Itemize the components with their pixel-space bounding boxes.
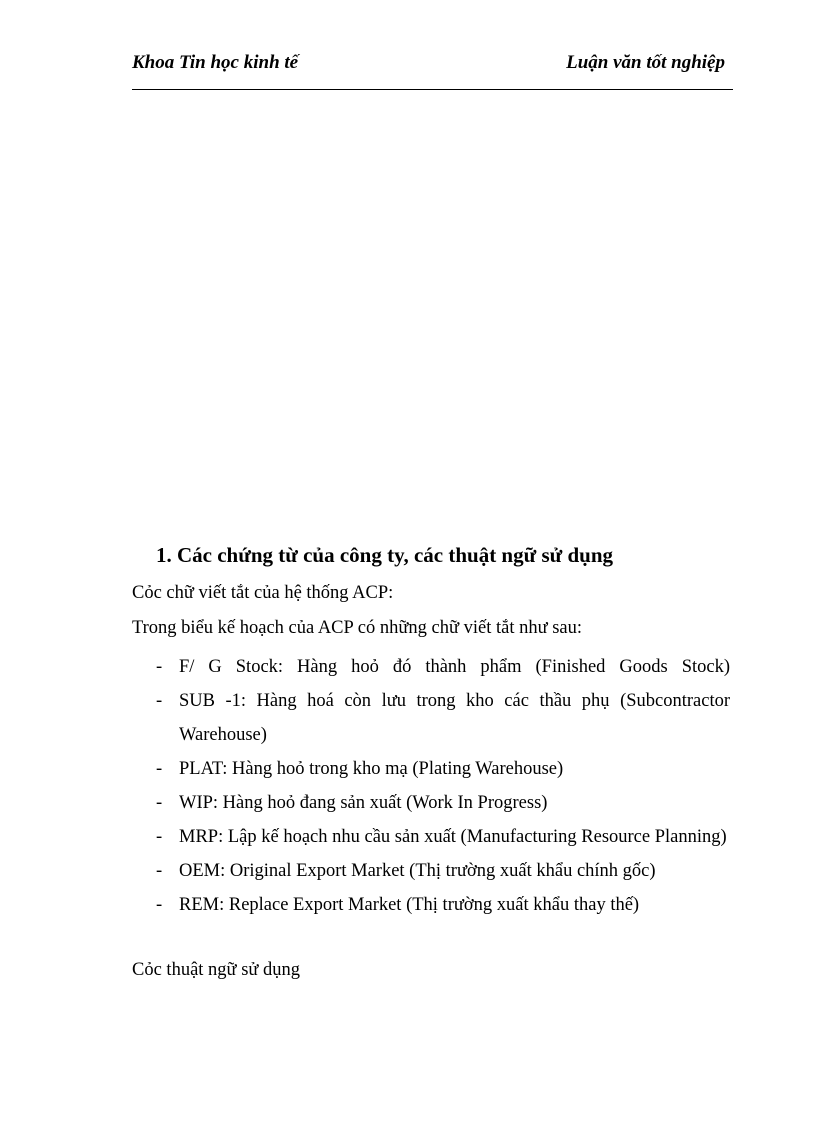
list-item-text: F/ G Stock: Hàng hoỏ đó thành phẩm (Finished Goods Stock) xyxy=(179,657,730,677)
list-item xyxy=(132,684,730,752)
list-item-text: SUB -1: Hàng hoá còn lưu trong kho các thầu phụ (Subcontractor Warehouse) xyxy=(179,691,730,745)
list-item xyxy=(132,854,730,888)
section-heading: 1. Các chứng từ của công ty, các thuật ngữ sử dụng xyxy=(156,543,614,567)
list-item-text: OEM: Original Export Market (Thị trường xuất khẩu chính gốc) xyxy=(179,861,656,881)
bullet-dash: - xyxy=(156,759,163,779)
header-document-type: Luận văn tốt nghiệp xyxy=(566,52,725,73)
bullet-dash: - xyxy=(156,657,163,677)
list-item-text: REM: Replace Export Market (Thị trường xuất khẩu thay thế) xyxy=(179,895,640,915)
bullet-dash: - xyxy=(156,895,163,915)
abbreviation-list xyxy=(132,650,730,922)
list-item-text: PLAT: Hàng hoỏ trong kho mạ (Plating Warehouse) xyxy=(179,759,564,779)
paragraph-terms-used: Cỏc thuật ngữ sử dụng xyxy=(132,960,301,980)
bullet-dash: - xyxy=(156,793,163,813)
list-item xyxy=(132,752,730,786)
list-item xyxy=(132,786,730,820)
list-item xyxy=(132,888,730,922)
paragraph-abbreviations-intro: Cỏc chữ viết tắt của hệ thống ACP: xyxy=(132,583,394,603)
list-item xyxy=(132,820,730,854)
list-item-text: WIP: Hàng hoỏ đang sản xuất (Work In Progress) xyxy=(179,793,548,813)
list-item-text: MRP: Lập kế hoạch nhu cầu sản xuất (Manufacturing Resource Planning) xyxy=(179,827,727,847)
page-header xyxy=(132,52,733,78)
paragraph-plan-abbreviations: Trong biểu kế hoạch của ACP có những chữ viết tắt như sau: xyxy=(132,618,583,638)
list-item xyxy=(132,650,730,684)
bullet-dash: - xyxy=(156,861,163,881)
bullet-dash: - xyxy=(156,827,163,847)
header-department: Khoa Tin học kinh tế xyxy=(132,52,299,73)
bullet-dash: - xyxy=(156,691,163,711)
header-divider xyxy=(132,89,733,90)
